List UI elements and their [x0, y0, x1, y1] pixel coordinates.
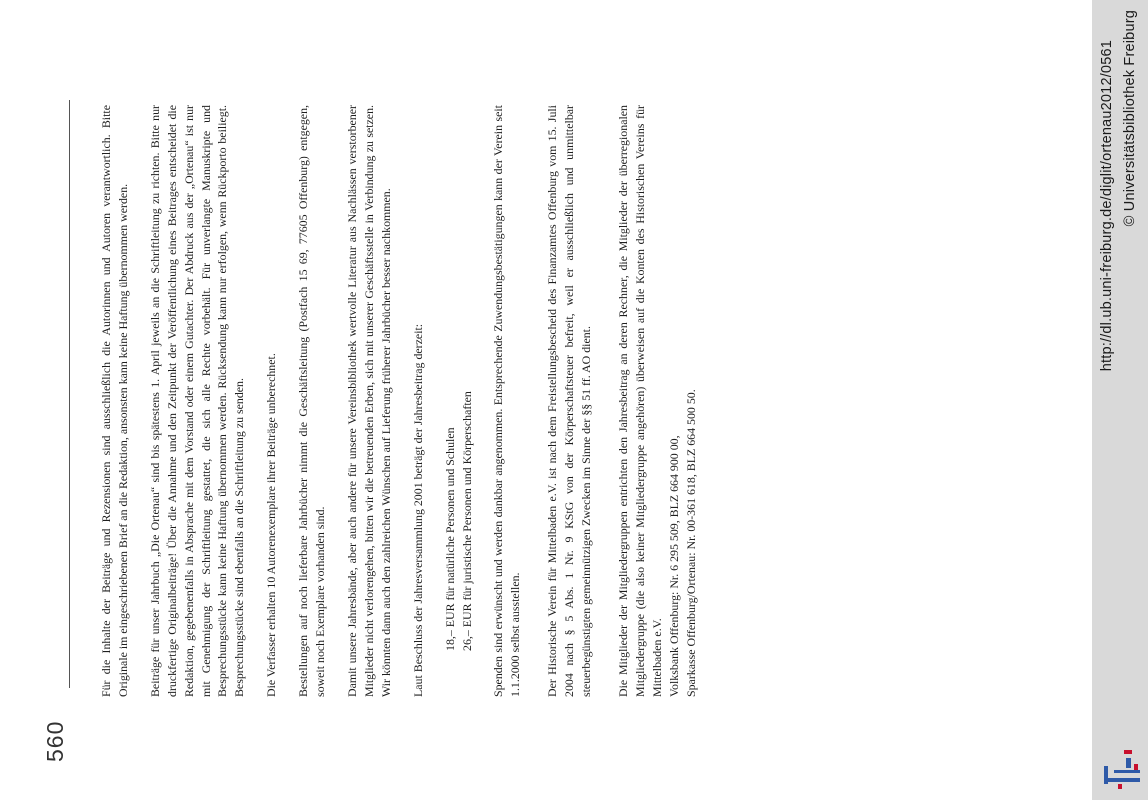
paragraph-banking: [615, 105, 700, 697]
fee-item: 18,– EUR für natürliche Personen und Schulen: [442, 427, 457, 651]
page-body: [98, 105, 714, 697]
watermark-url-link[interactable]: http://dl.ub.uni-freiburg.de/diglit/ortenau2012/0561: [1099, 40, 1115, 372]
paragraph-tax-status: Der Historische Verein für Mittelbaden e.V. ist nach dem Freistellungsbescheid des Finanzamtes Offenburg vom 15. Juli 2004 nach § 5 Abs. 1 Nr. 9 KStG von der Körperschaftsteuer befreit, weil er ausschließlich und unmittelbar steuerbegünstigten gemeinnützigen Zwecken im Sinne der §§ 51 ff. AO dient.: [545, 105, 594, 697]
paragraph-fees-intro: Laut Beschluss der Jahresversammlung 2001 beträgt der Jahresbeitrag derzeit:: [410, 323, 425, 697]
watermark-copyright: © Universitätsbibliothek Freiburg: [1122, 10, 1138, 227]
header-rule: [69, 100, 70, 688]
library-logo-icon: [1096, 744, 1144, 792]
paragraph-donations: Spenden sind erwünscht und werden dankbar angenommen. Entsprechende Zuwendungsbestätigungen kann der Verein seit 1.1.2000 selbst ausstellen.: [491, 105, 523, 697]
page-number: 560: [42, 720, 68, 762]
paragraph-orders: Bestellungen auf noch lieferbare Jahrbücher nimmt die Geschäftsleitung (Postfach 15 69, 77605 Offenburg) entgegen, soweit noch Exemplare vorhanden sind.: [296, 105, 328, 697]
bank-account-sparkasse: Sparkasse Offenburg/Ortenau: Nr. 00-361 618, BLZ 664 500 50.: [683, 389, 698, 697]
fee-item: 26,– EUR für juristische Personen und Körperschaften: [459, 391, 474, 651]
paragraph-author-copies: Die Verfasser erhalten 10 Autorenexemplare ihrer Beiträge unberechnet.: [264, 353, 279, 697]
paragraph-estates: Damit unsere Jahresbände, aber auch andere für unsere Vereinsbibliothek wertvolle Literatur aus Nachlässen verstorbener Mitglieder nicht verlorengehen, bitten wir die betreuenden Erben, sich mit unserer Geschäftsstelle in Verbindung zu setzen. Wir könnten dann auch den zahlreichen Wünschen auf Lieferung früherer Jahrbücher besser nachkommen.: [344, 105, 393, 697]
watermark-text: [1092, 0, 1148, 800]
paragraph-submissions: Beiträge für unser Jahrbuch „Die Ortenau“ sind bis spätestens 1. April jeweils an die Schriftleitung zu richten. Bitte nur druckfertige Originalbeiträge! Über die Annahme und den Zeitpunkt der Veröffentlichung eines Beitrages entscheidet die Redaktion, gegebenenfalls in Absprache mit dem Vorstand oder einem Gutachter. Der Abdruck aus der „Ortenau“ ist nur mit Genehmigung der Schriftleitung gestattet, die sich alle Rechte vorbehält. Für unverlangte Manuskripte und Besprechungsstücke kann keine Haftung übernommen werden. Rücksendung kann nur erfolgen, wenn Rückporto beiliegt. Besprechungsstücke sind ebenfalls an die Schriftleitung zu senden.: [147, 105, 247, 697]
banking-intro: Die Mitglieder der Mitgliedergruppen entrichten den Jahresbeitrag an deren Rechner, die Mitglieder der überregionalen Mitgliedergruppe (die also keiner Mitgliedergruppe angehören) überweisen auf die Konten des Historischen Vereins für Mittelbaden e.V.: [615, 105, 664, 697]
fee-list: [442, 105, 476, 697]
library-watermark-strip: [1092, 0, 1148, 800]
paragraph-responsibility: Für die Inhalte der Beiträge und Rezensionen sind ausschließlich die Autorinnen und Autoren verantwortlich. Bitte Originale im eingeschriebenen Brief an die Redaktion, ansonsten kann keine Haftung übernommen werden.: [99, 105, 130, 697]
bank-account-volksbank: Volksbank Offenburg: Nr. 6 295 509, BLZ 664 900 00,: [666, 435, 681, 697]
